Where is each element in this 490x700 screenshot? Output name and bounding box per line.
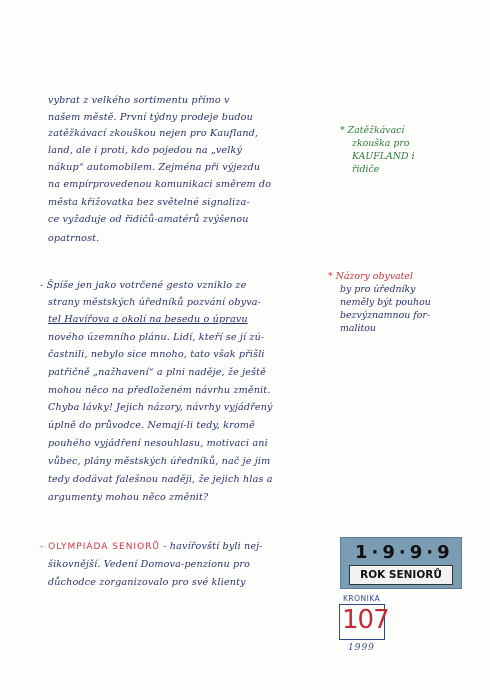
stamp-label: KRONIKA (343, 594, 381, 603)
note-line: by pro úředníky (340, 284, 416, 295)
text-line: ce vyžaduje od řidičů-amatérů zvýšenou (48, 214, 249, 225)
text-line: nákup“ automobilem. Zejména při výjezdu (48, 162, 261, 173)
note-line: řidiče (352, 164, 380, 175)
badge-year: 1·9·9·9 (355, 542, 454, 563)
stamp-year: 1999 (348, 643, 375, 653)
text-line: pouhého vyjádření nesouhlasu, motivaci ani (48, 438, 268, 449)
text-line: na empírprovedenou komunikaci směrem do (48, 179, 272, 190)
text-line: - Špíše jen jako votrčené gesto vzniklo ze (40, 280, 247, 291)
note-line: * Názory obyvatel (328, 271, 413, 282)
text-line: land, ale i proti, kdo pojedou na „velký (48, 145, 243, 156)
text-line: Chyba lávky! Jejich názory, návrhy vyjádřený (48, 402, 273, 413)
text-fragment: - havířovští byli nej- (163, 541, 263, 552)
text-line: šikovnější. Vedení Domova-penzionu pro (48, 559, 250, 570)
note-line: KAUFLAND i (352, 151, 415, 162)
margin-note-nazory (328, 270, 431, 335)
text-line: vybrat z velkého sortimentu přímo v (48, 95, 230, 106)
text-line: vůbec, plány městských úředníků, nač je jim (48, 456, 271, 467)
text-line: města křižovatka bez světelné signaliza- (48, 197, 250, 208)
note-line: * Zatěžkávací (340, 125, 405, 136)
note-line: malitou (340, 323, 376, 334)
text-line: patřičně „nažhavení“ a plni naděje, že ještě (48, 367, 267, 378)
text-line: důchodce zorganizovalo pro své klienty (48, 577, 246, 588)
text-line: opatrnost. (48, 233, 100, 244)
text-line: argumenty mohou něco změnit? (48, 492, 209, 503)
margin-note-kaufland (340, 124, 415, 176)
note-line: neměly být pouhou (340, 297, 431, 308)
note-line: bezvýznamnou for- (340, 310, 431, 321)
page-number: 107 (342, 605, 389, 635)
text-line: nového územního plánu. Lidí, kteří se jí zú- (48, 332, 265, 343)
note-line: zkouška pro (352, 138, 410, 149)
rok-senioru-badge (340, 537, 462, 589)
text-line: zatěžkávací zkouškou nejen pro Kaufland, (48, 128, 259, 139)
text-line (40, 540, 263, 554)
text-line: úplně do průvodce. Nemají-li tedy, kromě (48, 420, 255, 431)
text-line: mohou něco na předloženém návrhu změnit. (48, 385, 271, 396)
text-line: častnili, nebylo sice mnoho, tato však přišli (48, 349, 265, 360)
section-heading: - OLYMPIÁDA SENIORŮ (40, 542, 161, 552)
text-line: našem městě. První týdny prodeje budou (48, 112, 253, 123)
text-line: tel Havířova a okolí na besedu o úpravu (48, 314, 248, 325)
badge-label: ROK SENIORŮ (349, 565, 453, 585)
text-line: strany městských úředníků pozvání obyva- (48, 297, 262, 308)
text-line: tedy dodávat falešnou naději, že jejich hlas a (48, 474, 273, 485)
